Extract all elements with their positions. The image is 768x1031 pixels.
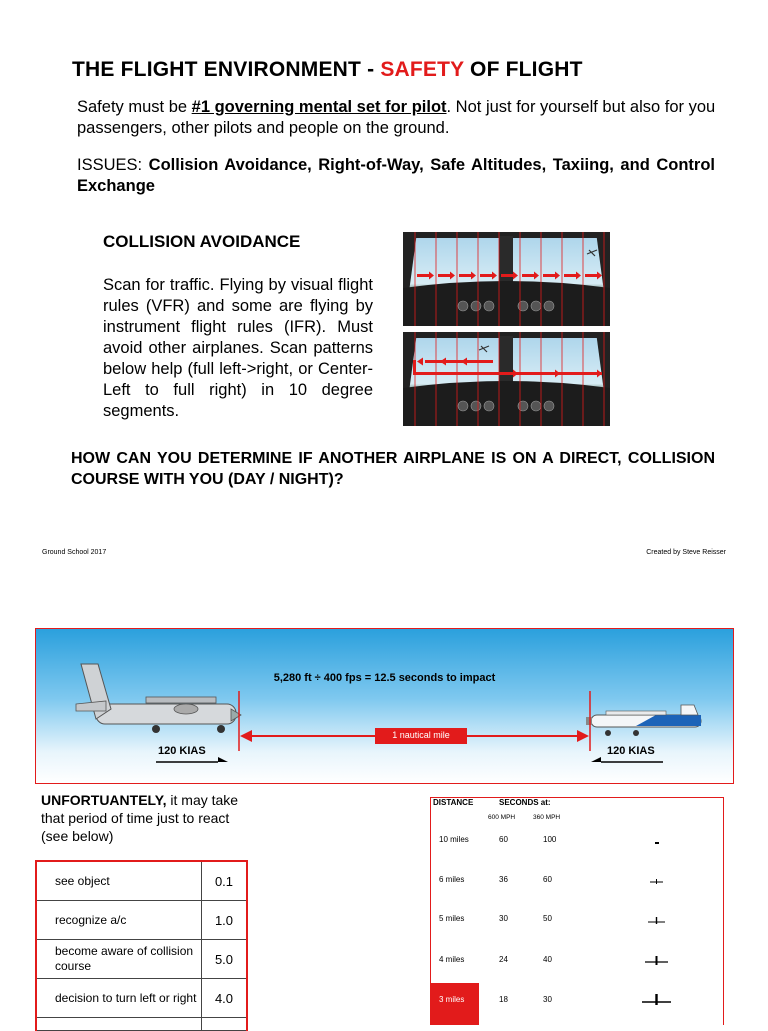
speed1-header: 600 MPH: [488, 814, 516, 821]
row-distance: 10 miles: [439, 835, 469, 844]
row-s600: 24: [499, 955, 508, 964]
impact-equation: 5,280 ft ÷ 400 fps = 12.5 seconds to impact: [273, 672, 496, 684]
reaction-intro-rest: it may take that period of time just to react (see below): [41, 792, 239, 844]
issues-paragraph: [77, 155, 715, 197]
distance-header: DISTANCE: [433, 798, 474, 807]
cockpit-scan-image-full: [403, 232, 610, 326]
row-s360: 60: [543, 875, 552, 884]
impact-banner: [35, 628, 734, 784]
row-s360: 50: [543, 914, 552, 923]
table-row: [36, 901, 247, 940]
speed2-header: 360 MPH: [533, 814, 561, 821]
reaction-label: become aware of collision course: [36, 940, 202, 979]
collision-body: Scan for traffic. Flying by visual flight rules (VFR) and some are flying by instrument flight rules (IFR). Must avoid other airplanes. Scan patterns below help (full left->right, or Center-Left to full right) in 10 degree segments.: [103, 276, 373, 420]
title-highlight: SAFETY: [380, 58, 464, 81]
small-plane-icon: [586, 705, 701, 736]
intro-lead: Safety must be: [77, 98, 192, 116]
footer-right: Created by Steve Reisser: [646, 549, 726, 556]
reaction-time-table: [35, 860, 248, 1031]
title-part1: THE FLIGHT ENVIRONMENT -: [72, 58, 381, 81]
row-s600: 18: [499, 995, 508, 1004]
cockpit-scan-image-center: [403, 332, 610, 426]
reaction-value: 4.0: [202, 979, 248, 1018]
approaching-plane-icons: [631, 828, 681, 1018]
reaction-value: 1.0: [202, 901, 248, 940]
intro-emphasis: #1 governing mental set for pilot: [191, 98, 447, 116]
impact-banner-art: [36, 629, 733, 783]
row-distance: 3 miles: [439, 995, 465, 1004]
issues-label: ISSUES:: [77, 156, 149, 174]
reaction-label: see object: [36, 861, 202, 901]
distance-seconds-table: [430, 797, 724, 1025]
highlight-cell: [431, 983, 479, 1025]
row-s600: 30: [499, 914, 508, 923]
reaction-label: recognize a/c: [36, 901, 202, 940]
question-text: HOW CAN YOU DETERMINE IF ANOTHER AIRPLANE IS ON A DIRECT, COLLISION COURSE WITH YOU (DAY / NIGHT)?: [71, 450, 715, 488]
row-s360: 40: [543, 955, 552, 964]
title-part2: OF FLIGHT: [464, 58, 583, 81]
distance-label: 1 nautical mile: [392, 730, 450, 740]
table-row: [36, 1018, 247, 1031]
row-distance: 4 miles: [439, 955, 465, 964]
row-s600: 60: [499, 835, 508, 844]
seconds-header: SECONDS at:: [499, 798, 551, 807]
reaction-value: 5.0: [202, 940, 248, 979]
intro-paragraph: [77, 97, 717, 139]
collision-heading: COLLISION AVOIDANCE: [103, 232, 301, 251]
row-distance: 6 miles: [439, 875, 465, 884]
reaction-intro: [41, 791, 241, 845]
reaction-value: 0.1: [202, 861, 248, 901]
page-title: [72, 58, 583, 82]
intro-rest: . Not just for yourself but also for you passengers, other pilots and people on the ground.: [77, 98, 716, 137]
row-s360: 100: [543, 835, 557, 844]
table-row: [36, 940, 247, 979]
table-row: [36, 861, 247, 901]
right-speed-label: 120 KIAS: [607, 745, 655, 757]
row-distance: 5 miles: [439, 914, 465, 923]
row-s600: 36: [499, 875, 508, 884]
footer-left: Ground School 2017: [42, 549, 107, 556]
left-speed-label: 120 KIAS: [158, 745, 206, 757]
reaction-label: decision to turn left or right: [36, 979, 202, 1018]
row-s360: 30: [543, 995, 552, 1004]
table-row: [36, 979, 247, 1018]
issues-items: Collision Avoidance, Right-of-Way, Safe Altitudes, Taxiing, and Control Exchange: [77, 156, 715, 195]
reaction-intro-lead: UNFORTUANTELY,: [41, 792, 167, 808]
